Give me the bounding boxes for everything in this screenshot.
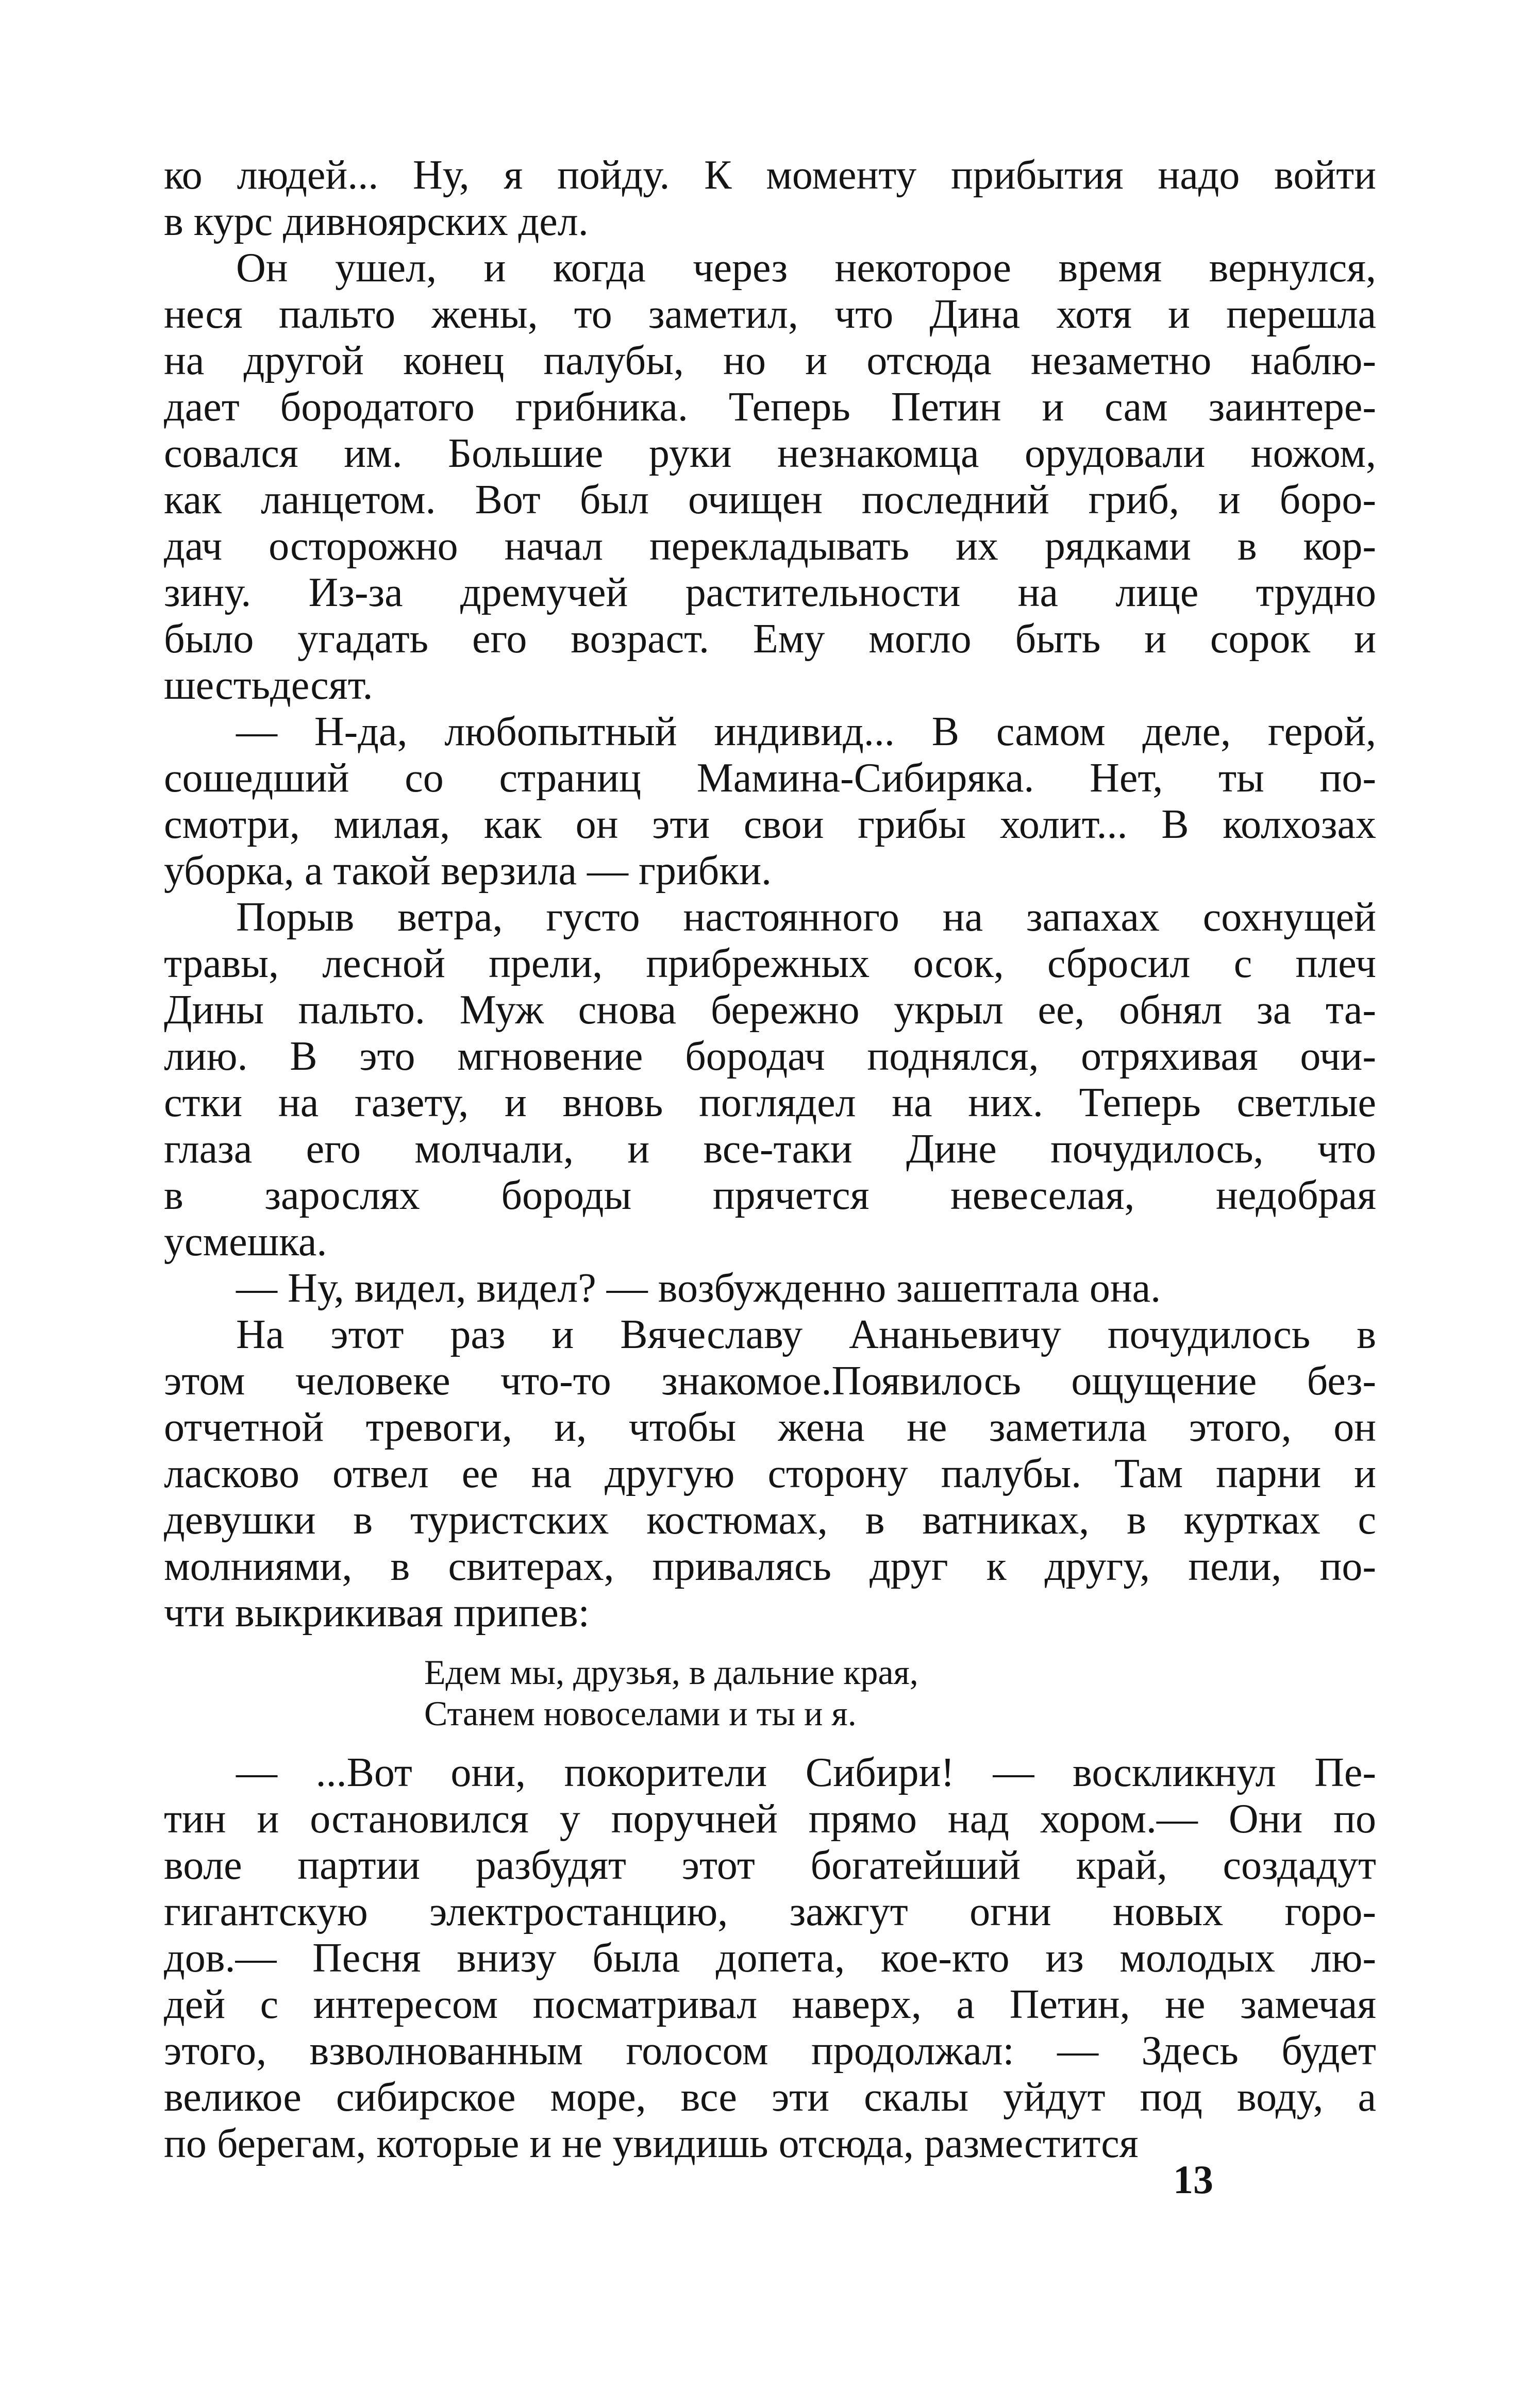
text-line: Он ушел, и когда через некоторое время вернулся, [236, 245, 1376, 291]
text-line: неся пальто жены, то заметил, что Дина хотя и перешла [164, 292, 1376, 337]
page-body [164, 152, 1376, 2167]
text-line: гигантскую электростанцию, зажгут огни новых горо- [164, 1889, 1376, 1934]
text-line: лию. В это мгновение бородач поднялся, отряхивая очи- [164, 1034, 1376, 1079]
text-line: тин и остановился у поручней прямо над хором.— Они по [164, 1796, 1376, 1842]
text-line: воле партии разбудят этот богатейший край, создадут [164, 1843, 1376, 1888]
text-line: великое сибирское море, все эти скалы уйдут под воду, а [164, 2075, 1376, 2120]
closing-paragraph [164, 1749, 1376, 2167]
text-line: глаза его молчали, и все-таки Дине почудилось, что [164, 1126, 1376, 1172]
paragraph [164, 245, 1376, 709]
text-line: отчетной тревоги, и, чтобы жена не заметила этого, он [164, 1405, 1376, 1450]
text-line: в зарослях бороды прячется невеселая, недобрая [164, 1173, 1376, 1218]
text-line: На этот раз и Вячеславу Ананьевичу почудилось в [236, 1312, 1376, 1357]
text-line: зину. Из-за дремучей растительности на лице трудно [164, 570, 1376, 615]
text-line: — ...Вот они, покорители Сибири! — воскликнул Пе- [236, 1750, 1376, 1795]
text-line: чти выкрикивая припев: [164, 1590, 590, 1636]
text-line: девушки в туристских костюмах, в ватниках, в куртках с [164, 1497, 1376, 1543]
spacer [164, 1636, 1376, 1652]
text-line: шестьдесят. [164, 663, 373, 708]
text-line: на другой конец палубы, но и отсюда незаметно наблю- [164, 338, 1376, 383]
paragraph [164, 152, 1376, 245]
text-line: уборка, а такой верзила — грибки. [164, 848, 772, 894]
text-line: ко людей... Ну, я пойду. К моменту прибытия надо войти [164, 153, 1376, 198]
text-line: Порыв ветра, густо настоянного на запахах сохнущей [236, 895, 1376, 940]
text-line: Дины пальто. Муж снова бережно укрыл ее, обнял за та- [164, 987, 1376, 1033]
text-line: как ланцетом. Вот был очищен последний гриб, и боро- [164, 477, 1376, 523]
spacer [164, 1734, 1376, 1749]
verse-line: Едем мы, друзья, в дальние края, [424, 1653, 918, 1692]
text-line: совался им. Большие руки незнакомца орудовали ножом, [164, 431, 1376, 476]
text-line: было угадать его возраст. Ему могло быть и сорок и [164, 616, 1376, 662]
text-line: по берегам, которые и не увидишь отсюда, разместится [164, 2121, 1139, 2166]
text-line: в курс дивноярских дел. [164, 199, 589, 244]
text-line: молниями, в свитерах, привалясь друг к другу, пели, по- [164, 1544, 1376, 1589]
text-line: ласково отвел ее на другую сторону палубы. Там парни и [164, 1451, 1376, 1496]
text-line: — Н-да, любопытный индивид... В самом деле, герой, [236, 709, 1376, 754]
verse-line: Станем новоселами и ты и я. [424, 1694, 857, 1733]
text-line: дает бородатого грибника. Теперь Петин и сам заинтере- [164, 384, 1376, 430]
text-line: травы, лесной прели, прибрежных осок, сбросил с плеч [164, 941, 1376, 986]
text-line: дей с интересом посматривал наверх, а Петин, не замечая [164, 1982, 1376, 2027]
text-line: смотри, милая, как он эти свои грибы холит... В колхозах [164, 802, 1376, 847]
text-line: — Ну, видел, видел? — возбужденно зашептала она. [236, 1266, 1161, 1311]
text-line: дов.— Песня внизу была допета, кое-кто из молодых лю- [164, 1935, 1376, 1981]
paragraph [164, 709, 1376, 894]
text-line: усмешка. [164, 1219, 327, 1265]
text-line: этом человеке что-то знакомое.Появилось ощущение без- [164, 1358, 1376, 1404]
text-line: сошедший со страниц Мамина-Сибиряка. Нет, ты по- [164, 755, 1376, 801]
text-line: стки на газету, и вновь поглядел на них. Теперь светлые [164, 1080, 1376, 1125]
text-line: этого, взволнованным голосом продолжал: — Здесь будет [164, 2028, 1376, 2074]
page-number: 13 [1173, 2157, 1213, 2202]
song-verse [164, 1652, 1376, 1734]
paragraph [164, 894, 1376, 1265]
paragraph [164, 1265, 1376, 1311]
text-block [164, 152, 1376, 1636]
paragraph [164, 1311, 1376, 1636]
text-line: дач осторожно начал перекладывать их рядками в кор- [164, 524, 1376, 569]
